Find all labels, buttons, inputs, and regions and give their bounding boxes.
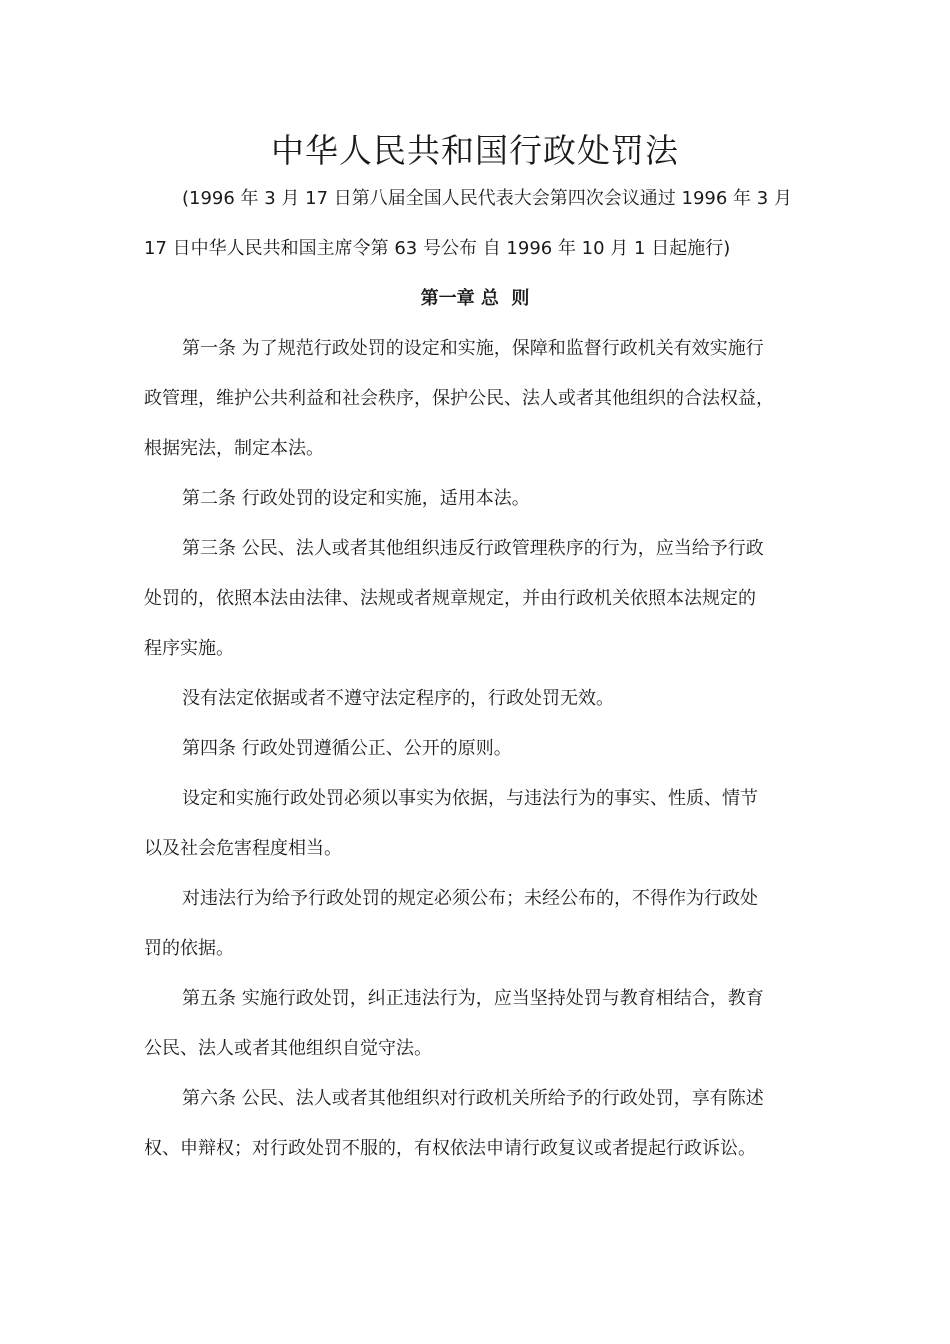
article-5-line: 公民、法人或者其他组织自觉守法。 xyxy=(144,1038,432,1059)
preamble-line: 17 日中华人民共和国主席令第 63 号公布 自 1996 年 10 月 1 日起施行) xyxy=(144,238,731,259)
article-3-line: 程序实施。 xyxy=(144,638,234,659)
article-6-line: 权、申辩权；对行政处罚不服的，有权依法申请行政复议或者提起行政诉讼。 xyxy=(144,1138,756,1159)
paragraph-line: 没有法定依据或者不遵守法定程序的，行政处罚无效。 xyxy=(182,688,614,709)
article-1-line: 第一条 为了规范行政处罚的设定和实施，保障和监督行政机关有效实施行 xyxy=(182,338,764,359)
preamble-line: (1996 年 3 月 17 日第八届全国人民代表大会第四次会议通过 1996 年 3 月 xyxy=(182,188,792,209)
paragraph-line: 以及社会危害程度相当。 xyxy=(144,838,342,859)
article-3-line: 第三条 公民、法人或者其他组织违反行政管理秩序的行为，应当给予行政 xyxy=(182,538,764,559)
article-5-line: 第五条 实施行政处罚，纠正违法行为，应当坚持处罚与教育相结合，教育 xyxy=(182,988,764,1009)
paragraph-line: 对违法行为给予行政处罚的规定必须公布；未经公布的，不得作为行政处 xyxy=(182,888,758,909)
article-1-line: 政管理，维护公共利益和社会秩序，保护公民、法人或者其他组织的合法权益， xyxy=(144,388,774,409)
article-2-line: 第二条 行政处罚的设定和实施，适用本法。 xyxy=(182,488,530,509)
paragraph-line: 设定和实施行政处罚必须以事实为依据，与违法行为的事实、性质、情节 xyxy=(182,788,758,809)
article-3-line: 处罚的，依照本法由法律、法规或者规章规定，并由行政机关依照本法规定的 xyxy=(144,588,756,609)
article-6-line: 第六条 公民、法人或者其他组织对行政机关所给予的行政处罚，享有陈述 xyxy=(182,1088,764,1109)
paragraph-line: 罚的依据。 xyxy=(144,938,234,959)
chapter-heading: 第一章 总 则 xyxy=(420,288,530,309)
page-title: 中华人民共和国行政处罚法 xyxy=(271,131,679,170)
article-1-line: 根据宪法，制定本法。 xyxy=(144,438,324,459)
article-4-line: 第四条 行政处罚遵循公正、公开的原则。 xyxy=(182,738,512,759)
